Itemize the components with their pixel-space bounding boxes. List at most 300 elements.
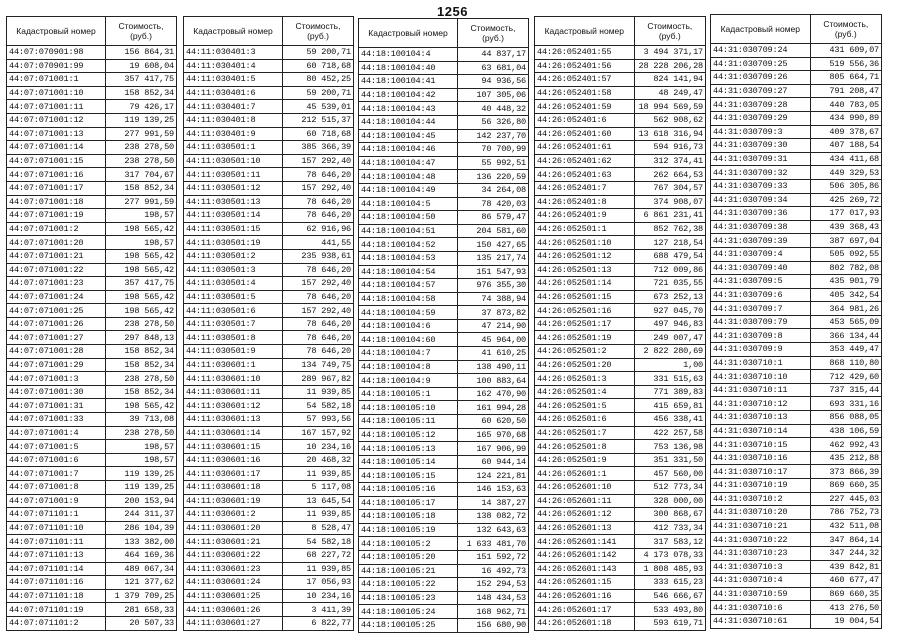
table-row	[7, 440, 177, 454]
cost-cell: 94 936,56	[458, 75, 529, 89]
cost-cell: 434 411,68	[810, 152, 881, 166]
cost-cell: 593 619,71	[634, 616, 705, 630]
table-row	[359, 578, 529, 592]
cost-cell: 317 583,12	[634, 535, 705, 549]
table-row	[184, 113, 354, 127]
cost-cell: 177 017,93	[810, 207, 881, 221]
table-row	[359, 183, 529, 197]
cost-cell: 168 962,71	[458, 605, 529, 619]
table-row	[184, 508, 354, 522]
cost-cell: 1 633 481,70	[458, 537, 529, 551]
table-row	[535, 100, 706, 114]
cadastral-number-cell: 44:26:052401:55	[535, 46, 635, 60]
cadastral-number-cell: 44:07:071001:23	[7, 277, 106, 291]
cost-cell: 460 677,47	[810, 574, 881, 588]
cost-cell: 47 214,90	[458, 319, 529, 333]
cadastral-number-cell: 44:11:030401:4	[184, 59, 283, 73]
table-row	[184, 535, 354, 549]
cost-cell: 74 388,94	[458, 292, 529, 306]
cost-cell: 133 382,00	[106, 535, 177, 549]
table-row	[7, 453, 177, 467]
cost-cell: 158 852,34	[106, 358, 177, 372]
cadastral-number-cell: 44:31:030709:32	[711, 166, 811, 180]
cost-cell: 198 565,42	[106, 290, 177, 304]
cost-cell: 802 782,08	[810, 261, 881, 275]
table-row	[359, 455, 529, 469]
table-row	[7, 249, 177, 263]
cost-cell: 1 379 709,25	[106, 589, 177, 603]
cost-cell: 869 660,35	[810, 587, 881, 601]
table-row	[711, 71, 882, 85]
table-row	[535, 535, 706, 549]
cadastral-number-cell: 44:07:071001:15	[7, 154, 106, 168]
cadastral-number-cell: 44:18:100105:1	[359, 387, 458, 401]
table-row	[535, 195, 706, 209]
table-row	[184, 494, 354, 508]
cadastral-number-cell: 44:18:100105:23	[359, 591, 458, 605]
cost-cell: 594 916,73	[634, 141, 705, 155]
cadastral-number-cell: 44:18:100105:24	[359, 605, 458, 619]
table-row	[7, 304, 177, 318]
cost-cell: 387 697,04	[810, 234, 881, 248]
table-row	[535, 616, 706, 630]
table-row	[711, 84, 882, 98]
table-row	[7, 317, 177, 331]
cadastral-number-cell: 44:26:052401:7	[535, 181, 635, 195]
cost-cell: 37 873,82	[458, 306, 529, 320]
table-row	[184, 399, 354, 413]
cadastral-number-cell: 44:18:100104:52	[359, 238, 458, 252]
table-row	[7, 385, 177, 399]
table-row	[184, 440, 354, 454]
cost-cell: 277 991,59	[106, 127, 177, 141]
cadastral-number-cell: 44:31:030709:5	[711, 275, 811, 289]
cost-cell: 68 227,72	[283, 548, 354, 562]
cadastral-number-cell: 44:07:071001:19	[7, 209, 106, 223]
table-row	[535, 576, 706, 590]
table-row	[359, 292, 529, 306]
cost-cell: 119 139,25	[106, 467, 177, 481]
cadastral-number-cell: 44:31:030710:23	[711, 546, 811, 560]
cadastral-number-cell: 44:31:030709:36	[711, 207, 811, 221]
cadastral-number-cell: 44:07:071001:1	[7, 73, 106, 87]
header-cadastral-number: Кадастровый номер	[359, 19, 458, 48]
cost-cell: 198,57	[106, 440, 177, 454]
cost-cell: 328 000,00	[634, 494, 705, 508]
cadastral-number-cell: 44:18:100105:15	[359, 469, 458, 483]
cost-cell: 18 994 569,59	[634, 100, 705, 114]
table-row	[359, 170, 529, 184]
cadastral-number-cell: 44:31:030709:28	[711, 98, 811, 112]
cost-cell: 413 276,50	[810, 601, 881, 615]
cadastral-number-cell: 44:26:052501:5	[535, 399, 635, 413]
cadastral-number-cell: 44:07:071001:10	[7, 86, 106, 100]
cost-cell: 13 645,54	[283, 494, 354, 508]
cost-cell: 712 009,86	[634, 263, 705, 277]
cost-cell: 148 434,53	[458, 591, 529, 605]
cost-cell: 57 993,56	[283, 413, 354, 427]
cadastral-number-cell: 44:11:030501:13	[184, 195, 283, 209]
cadastral-number-cell: 44:31:030709:4	[711, 247, 811, 261]
cadastral-number-cell: 44:07:071001:14	[7, 141, 106, 155]
cost-cell: 45 539,01	[283, 100, 354, 114]
cadastral-number-cell: 44:26:052601:143	[535, 562, 635, 576]
table-row	[7, 141, 177, 155]
cost-cell: 11 939,85	[283, 508, 354, 522]
cadastral-number-cell: 44:07:070901:98	[7, 46, 106, 60]
table-row	[184, 603, 354, 617]
table-row	[184, 209, 354, 223]
cost-cell: 456 338,41	[634, 413, 705, 427]
table-row	[184, 168, 354, 182]
table-row	[7, 100, 177, 114]
table-row	[359, 469, 529, 483]
cadastral-number-cell: 44:11:030501:8	[184, 331, 283, 345]
table-row	[711, 465, 882, 479]
cadastral-number-cell: 44:07:071001:24	[7, 290, 106, 304]
cost-cell: 431 609,07	[810, 44, 881, 58]
cadastral-number-cell: 44:26:052601:1	[535, 467, 635, 481]
table-row	[711, 438, 882, 452]
table-row	[7, 59, 177, 73]
cadastral-number-cell: 44:11:030501:19	[184, 236, 283, 250]
table-row	[535, 263, 706, 277]
table-row	[359, 510, 529, 524]
table-row	[711, 601, 882, 615]
cadastral-number-cell: 44:11:030501:12	[184, 181, 283, 195]
cost-cell: 151 592,72	[458, 550, 529, 564]
cadastral-number-cell: 44:11:030601:21	[184, 535, 283, 549]
cost-cell: 60 718,68	[283, 59, 354, 73]
table-row	[535, 113, 706, 127]
cost-cell: 286 104,39	[106, 521, 177, 535]
table-row	[359, 618, 529, 632]
cost-cell: 54 582,18	[283, 399, 354, 413]
table-row	[184, 331, 354, 345]
cost-cell: 158 852,34	[106, 86, 177, 100]
table-row	[359, 143, 529, 157]
table-row	[184, 372, 354, 386]
cost-cell: 78 646,20	[283, 168, 354, 182]
cadastral-number-cell: 44:07:071001:17	[7, 181, 106, 195]
cost-cell: 162 470,90	[458, 387, 529, 401]
cadastral-number-cell: 44:26:052401:62	[535, 154, 635, 168]
table-row	[711, 506, 882, 520]
table-row	[184, 521, 354, 535]
cost-cell: 824 141,94	[634, 73, 705, 87]
table-row	[535, 426, 706, 440]
table-row	[711, 247, 882, 261]
table-row	[535, 46, 706, 60]
table-row	[711, 397, 882, 411]
cadastral-number-cell: 44:18:100104:44	[359, 115, 458, 129]
cadastral-number-cell: 44:18:100104:4	[359, 48, 458, 62]
cadastral-number-cell: 44:07:070901:99	[7, 59, 106, 73]
cadastral-number-cell: 44:31:030710:3	[711, 560, 811, 574]
cadastral-number-cell: 44:26:052501:3	[535, 372, 635, 386]
cadastral-number-cell: 44:18:100104:49	[359, 183, 458, 197]
cadastral-number-cell: 44:07:071001:3	[7, 372, 106, 386]
cadastral-number-cell: 44:31:030709:3	[711, 125, 811, 139]
cost-cell: 157 292,40	[283, 181, 354, 195]
table-row	[359, 387, 529, 401]
table-row	[359, 523, 529, 537]
cost-cell: 6 822,77	[283, 616, 354, 630]
cost-cell: 158 852,34	[106, 181, 177, 195]
cost-cell: 28 228 206,28	[634, 59, 705, 73]
cadastral-number-cell: 44:31:030710:22	[711, 533, 811, 547]
cost-cell: 737 315,44	[810, 383, 881, 397]
table-row	[7, 263, 177, 277]
cost-cell: 39 713,08	[106, 413, 177, 427]
cost-cell: 562 908,62	[634, 113, 705, 127]
table-row	[7, 277, 177, 291]
table-row	[184, 100, 354, 114]
cost-cell: 693 331,16	[810, 397, 881, 411]
cost-cell: 198 565,42	[106, 249, 177, 263]
cadastral-number-cell: 44:26:052401:59	[535, 100, 635, 114]
cadastral-number-cell: 44:07:071001:30	[7, 385, 106, 399]
table-row	[359, 333, 529, 347]
cadastral-number-cell: 44:26:052401:8	[535, 195, 635, 209]
cadastral-number-cell: 44:26:052401:57	[535, 73, 635, 87]
cadastral-number-cell: 44:07:071001:26	[7, 317, 106, 331]
table-row	[359, 61, 529, 75]
table-row	[711, 424, 882, 438]
cadastral-number-cell: 44:18:100104:54	[359, 265, 458, 279]
cost-cell: 856 088,05	[810, 411, 881, 425]
cadastral-table-2	[183, 16, 354, 631]
cost-cell: 20 507,33	[106, 616, 177, 630]
cost-cell: 10 234,16	[283, 440, 354, 454]
cadastral-number-cell: 44:07:071001:8	[7, 481, 106, 495]
cadastral-number-cell: 44:11:030501:10	[184, 154, 283, 168]
cost-cell: 44 837,17	[458, 48, 529, 62]
cost-cell: 449 329,53	[810, 166, 881, 180]
table-row	[535, 290, 706, 304]
cadastral-number-cell: 44:18:100104:60	[359, 333, 458, 347]
table-row	[359, 88, 529, 102]
cadastral-number-cell: 44:31:030710:16	[711, 451, 811, 465]
cadastral-number-cell: 44:18:100105:14	[359, 455, 458, 469]
cadastral-number-cell: 44:26:052601:10	[535, 481, 635, 495]
table-row	[535, 127, 706, 141]
cadastral-number-cell: 44:07:071101:19	[7, 603, 106, 617]
cadastral-number-cell: 44:11:030601:10	[184, 372, 283, 386]
table-row	[7, 413, 177, 427]
table-row	[711, 560, 882, 574]
table-row	[7, 535, 177, 549]
cost-cell: 70 700,99	[458, 143, 529, 157]
cost-cell: 235 938,61	[283, 249, 354, 263]
cost-cell: 124 221,81	[458, 469, 529, 483]
cost-cell: 791 208,47	[810, 84, 881, 98]
table-row	[184, 73, 354, 87]
table-row	[535, 453, 706, 467]
cost-cell: 161 994,28	[458, 401, 529, 415]
table-row	[711, 315, 882, 329]
cadastral-number-cell: 44:18:100105:11	[359, 415, 458, 429]
cost-cell: 157 292,40	[283, 304, 354, 318]
cadastral-number-cell: 44:07:071101:10	[7, 521, 106, 535]
cadastral-number-cell: 44:11:030501:9	[184, 345, 283, 359]
table-row	[184, 277, 354, 291]
table-row	[7, 589, 177, 603]
cadastral-number-cell: 44:18:100104:58	[359, 292, 458, 306]
cadastral-number-cell: 44:07:071001:11	[7, 100, 106, 114]
table-row	[711, 492, 882, 506]
cost-cell: 63 681,04	[458, 61, 529, 75]
cost-cell: 238 278,50	[106, 154, 177, 168]
table-row	[535, 372, 706, 386]
table-row	[184, 317, 354, 331]
table-row	[535, 589, 706, 603]
cost-cell: 289 967,82	[283, 372, 354, 386]
cost-cell: 78 646,20	[283, 331, 354, 345]
cadastral-number-cell: 44:07:071001:2	[7, 222, 106, 236]
table-row	[184, 46, 354, 60]
cost-cell: 16 492,73	[458, 564, 529, 578]
table-row	[711, 370, 882, 384]
table-row	[7, 576, 177, 590]
cost-cell: 40 448,32	[458, 102, 529, 116]
cost-cell: 366 134,44	[810, 329, 881, 343]
cost-cell: 440 783,05	[810, 98, 881, 112]
cost-cell: 13 618 316,94	[634, 127, 705, 141]
header-cost: Стоимость, (руб.)	[634, 17, 705, 46]
cadastral-number-cell: 44:07:071001:20	[7, 236, 106, 250]
cadastral-number-cell: 44:11:030601:11	[184, 385, 283, 399]
cadastral-number-cell: 44:18:100105:22	[359, 578, 458, 592]
table-row	[711, 111, 882, 125]
cost-cell: 435 212,88	[810, 451, 881, 465]
table-row	[535, 603, 706, 617]
cost-cell: 167 157,92	[283, 426, 354, 440]
table-row	[535, 154, 706, 168]
header-cadastral-number: Кадастровый номер	[711, 15, 811, 44]
cost-cell: 927 045,70	[634, 304, 705, 318]
cost-cell: 78 646,20	[283, 263, 354, 277]
cadastral-number-cell: 44:26:052601:11	[535, 494, 635, 508]
header-cadastral-number: Кадастровый номер	[7, 17, 106, 46]
cadastral-number-cell: 44:11:030601:14	[184, 426, 283, 440]
table-row	[711, 533, 882, 547]
table-row	[7, 562, 177, 576]
cadastral-number-cell: 44:31:030710:61	[711, 614, 811, 628]
table-row	[184, 249, 354, 263]
table-row	[184, 589, 354, 603]
cost-cell: 62 916,96	[283, 222, 354, 236]
cost-cell: 415 659,81	[634, 399, 705, 413]
table-row	[7, 616, 177, 630]
cost-cell: 132 643,63	[458, 523, 529, 537]
cadastral-number-cell: 44:18:100104:59	[359, 306, 458, 320]
cost-cell: 198 565,42	[106, 263, 177, 277]
cadastral-number-cell: 44:18:100105:12	[359, 428, 458, 442]
table-row	[7, 358, 177, 372]
cost-cell: 198,57	[106, 236, 177, 250]
table-row	[711, 343, 882, 357]
cadastral-number-cell: 44:31:030709:9	[711, 343, 811, 357]
table-row	[535, 358, 706, 372]
cadastral-number-cell: 44:07:071001:18	[7, 195, 106, 209]
cadastral-number-cell: 44:31:030709:38	[711, 220, 811, 234]
cost-cell: 869 660,35	[810, 479, 881, 493]
cost-cell: 55 992,51	[458, 156, 529, 170]
table-row	[711, 587, 882, 601]
table-row	[359, 265, 529, 279]
cadastral-number-cell: 44:11:030501:7	[184, 317, 283, 331]
cost-cell: 121 377,62	[106, 576, 177, 590]
table-row	[7, 168, 177, 182]
cadastral-number-cell: 44:11:030501:15	[184, 222, 283, 236]
cost-cell: 80 452,25	[283, 73, 354, 87]
cost-cell: 119 139,25	[106, 113, 177, 127]
cost-cell: 249 007,47	[634, 331, 705, 345]
cadastral-number-cell: 44:26:052501:9	[535, 453, 635, 467]
cost-cell: 422 257,58	[634, 426, 705, 440]
cost-cell: 11 939,85	[283, 562, 354, 576]
cadastral-number-cell: 44:31:030709:33	[711, 179, 811, 193]
table-row	[535, 331, 706, 345]
cost-cell: 464 169,36	[106, 548, 177, 562]
table-row	[711, 152, 882, 166]
cost-cell: 244 311,37	[106, 508, 177, 522]
table-row	[7, 290, 177, 304]
table-row	[7, 508, 177, 522]
cost-cell: 158 852,34	[106, 385, 177, 399]
cadastral-number-cell: 44:31:030710:21	[711, 519, 811, 533]
cadastral-table-4	[534, 16, 706, 631]
table-row	[711, 546, 882, 560]
cost-cell: 156 864,31	[106, 46, 177, 60]
cost-cell: 136 220,59	[458, 170, 529, 184]
cost-cell: 331 515,63	[634, 372, 705, 386]
cadastral-number-cell: 44:26:052501:14	[535, 277, 635, 291]
table-row	[535, 467, 706, 481]
cost-cell: 512 773,34	[634, 481, 705, 495]
cost-cell: 198,57	[106, 453, 177, 467]
table-row	[184, 141, 354, 155]
cadastral-number-cell: 44:26:052501:19	[535, 331, 635, 345]
table-row	[7, 73, 177, 87]
cost-cell: 373 866,39	[810, 465, 881, 479]
cost-cell: 441,55	[283, 236, 354, 250]
cost-cell: 78 646,20	[283, 290, 354, 304]
cost-cell: 17 056,93	[283, 576, 354, 590]
table-row	[711, 166, 882, 180]
table-row	[7, 467, 177, 481]
cost-cell: 86 579,47	[458, 211, 529, 225]
cost-cell: 439 368,43	[810, 220, 881, 234]
cost-cell: 14 387,27	[458, 496, 529, 510]
table-row	[359, 360, 529, 374]
table-row	[7, 86, 177, 100]
table-row	[359, 564, 529, 578]
table-row	[535, 209, 706, 223]
cadastral-number-cell: 44:07:071101:2	[7, 616, 106, 630]
cadastral-number-cell: 44:26:052601:13	[535, 521, 635, 535]
cadastral-number-cell: 44:11:030601:26	[184, 603, 283, 617]
cost-cell: 78 646,20	[283, 345, 354, 359]
table-row	[711, 207, 882, 221]
cadastral-number-cell: 44:18:100104:45	[359, 129, 458, 143]
table-row	[711, 574, 882, 588]
table-row	[359, 224, 529, 238]
table-row	[535, 141, 706, 155]
table-row	[184, 181, 354, 195]
cadastral-number-cell: 44:18:100105:19	[359, 523, 458, 537]
